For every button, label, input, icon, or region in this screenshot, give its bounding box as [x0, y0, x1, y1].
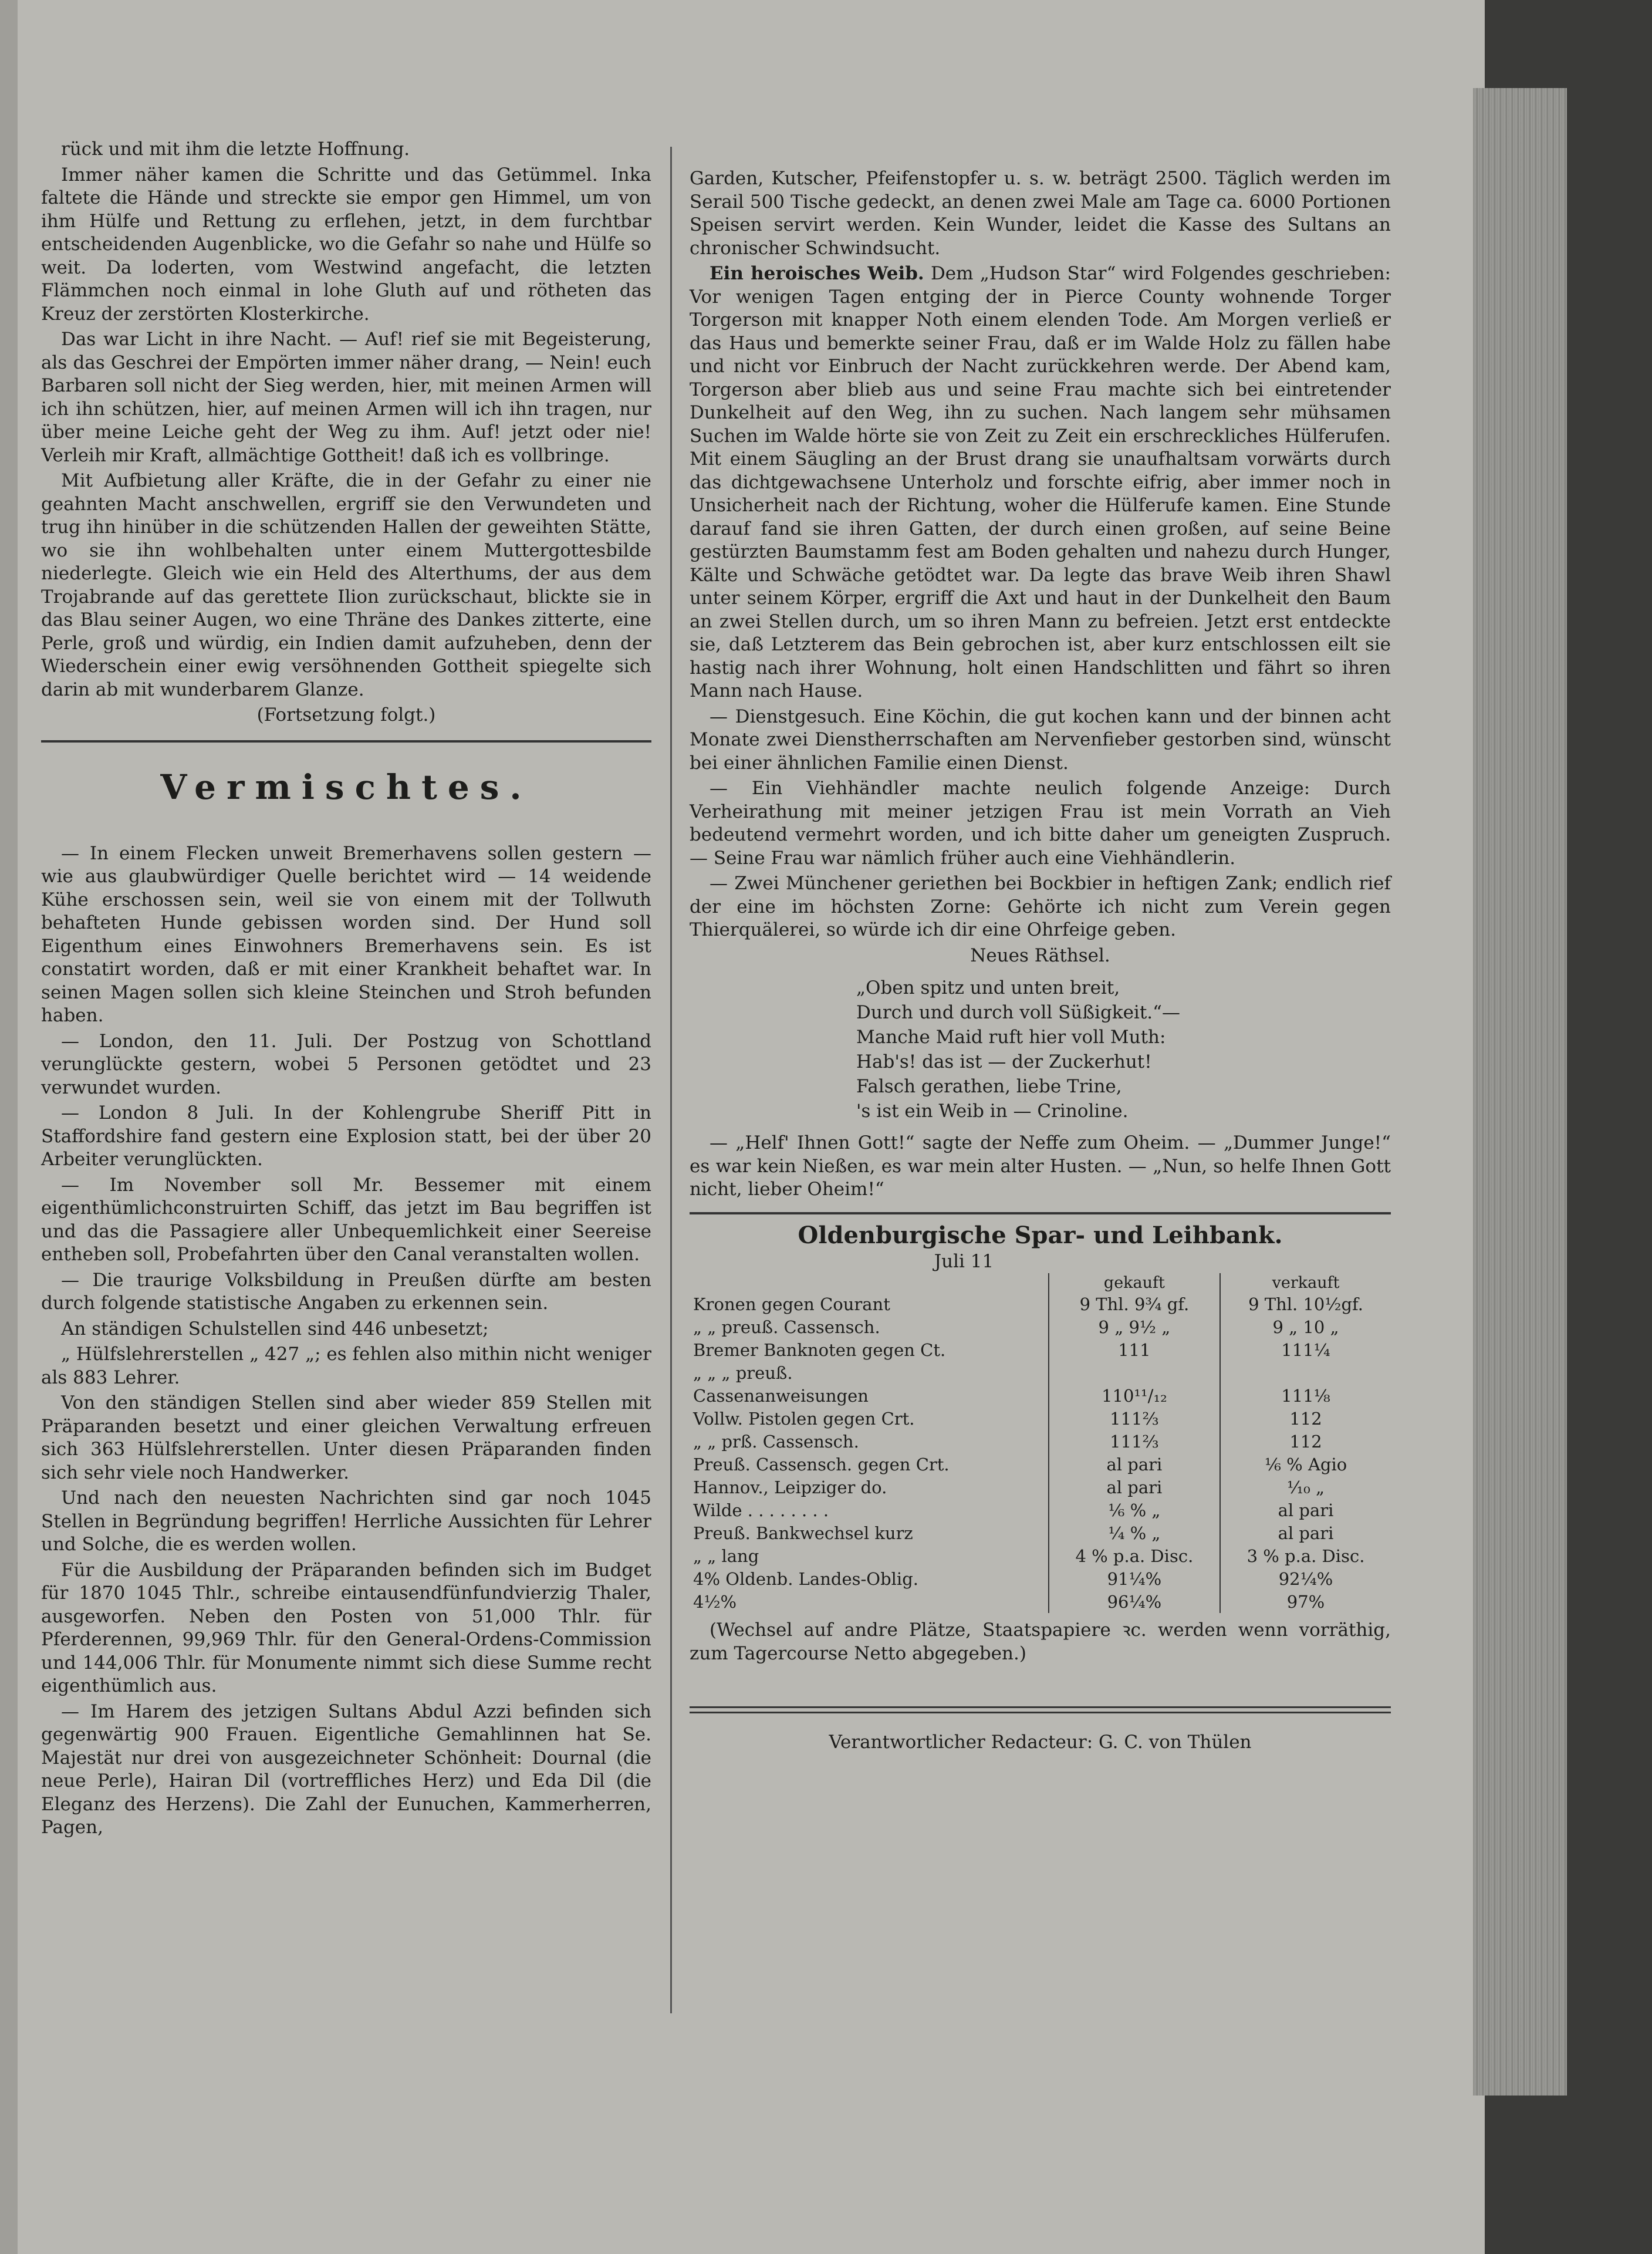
- harem-continuation: Garden, Kutscher, Pfeifenstopfer u. s. w. beträgt 2500. Täglich werden im Serail 500 Tische gedeckt, an denen zwei Male am Tage ca. 6000 Portionen Speisen servirt werden. Kein Wunder, leidet die Kasse des Sultans an chronischer Schwindsucht.: [690, 168, 1391, 259]
- rate-verkauft: 111¼: [1220, 1338, 1391, 1361]
- verse-line: 's ist ein Weib in — Crinoline.: [856, 1101, 1129, 1122]
- news-item: „ Hülfslehrerstellen „ 427 „; es fehlen also mithin nicht weniger als 883 Lehrer.: [41, 1344, 651, 1388]
- rate-verkauft: ⅙ % Agio: [1220, 1453, 1391, 1476]
- rate-verkauft: 111⅛: [1220, 1384, 1391, 1407]
- col-verkauft: verkauft: [1220, 1273, 1391, 1293]
- rate-label: Hannov., Leipziger do.: [693, 1477, 887, 1497]
- rate-gekauft: al pari: [1049, 1476, 1220, 1499]
- table-row: [690, 1407, 1391, 1430]
- news-item: — Im Harem des jetzigen Sultans Abdul Azzi befinden sich gegenwärtig 900 Frauen. Eigentliche Gemahlinnen hat Se. Majestät nur drei von ausgezeichneter Schönheit: Dournal (die neue Perle), Hairan Dil (vortreffliches Herz) und Eda Dil (die Eleganz des Herzens). Die Zahl der Eunuchen, Kammerherren, Pagen,: [41, 1700, 651, 1838]
- paragraph: Mit Aufbietung aller Kräfte, die in der Gefahr zu einer nie geahnten Macht anschwellen, ergriff sie den Verwundeten und trug ihn hinüber in die schützenden Hallen der geweihten Stätte, wo sie ihn wohlbehalten unter einem Muttergottesbilde niederlegte. Gleich wie ein Held des Alterthums, der aus dem Trojabrande auf das gerettete Ilion zurückschaut, blickte sie in das Blau seiner Augen, wo eine Thräne des Dankes zitterte, eine Perle, groß und würdig, ein Indien damit aufzuheben, denn der Wiederschein einer ewig versöhnenden Gottheit spiegelte sich darin ab mit wunderbarem Glanze.: [41, 470, 651, 700]
- rate-verkauft: 112: [1220, 1430, 1391, 1453]
- rate-label: „ „ preuß. Cassensch.: [693, 1317, 880, 1337]
- rate-gekauft: [1049, 1361, 1220, 1384]
- news-item: Für die Ausbildung der Präparanden befinden sich im Budget für 1870 1045 Thlr., schreibe eintausendfünfundvierzig Thaler, ausgeworfen. Neben den Posten von 51,000 Thlr. für Pferderennen, 99,969 Thlr. für den General-Ordens-Commission und 144,006 Thlr. für Monumente nimmt sich diese Summe recht eigenthümlich aus.: [41, 1559, 651, 1696]
- table-row: [690, 1521, 1391, 1544]
- rate-label: „ „ „ preuß.: [693, 1362, 793, 1383]
- rate-label: Preuß. Bankwechsel kurz: [693, 1523, 913, 1543]
- short-notices: [690, 706, 1391, 942]
- news-item: — Dienstgesuch. Eine Köchin, die gut kochen kann und der binnen acht Monate zwei Dienstherrschaften am Nervenfieber gestorben sind, wünscht bei einer ähnlichen Familie einen Dienst.: [690, 706, 1391, 774]
- rate-verkauft: al pari: [1220, 1521, 1391, 1544]
- book-page-edges: [1473, 88, 1567, 2096]
- rate-label: 4% Oldenb. Landes-Oblig.: [693, 1568, 918, 1589]
- rate-label: 4½%: [693, 1591, 737, 1612]
- table-row: [690, 1499, 1391, 1521]
- news-item: — In einem Flecken unweit Bremerhavens sollen gestern — wie aus glaubwürdiger Quelle berichtet wird — 14 weidende Kühe erschossen sein, weil sie von einem mit der Tollwuth behafteten Hunde gebissen worden sind. Der Hund soll Eigenthum eines Einwohners Bremerhavens sein. Es ist constatirt worden, daß er mit einer Krankheit behaftet war. In seinen Magen sollen sich kleine Steinchen und Stroh befunden haben.: [41, 842, 651, 1026]
- paragraph: Das war Licht in ihre Nacht. — Auf! rief sie mit Begeisterung, als das Geschrei der Empörten immer näher drang, — Nein! euch Barbaren soll nicht der Sieg werden, hier, mit meinen Armen will ich ihn schützen, hier, auf meinen Armen will ich ihn tragen, nur über meine Leiche geht der Weg zu ihm. Auf! jetzt oder nie! Verleih mir Kraft, allmächtige Gottheit! daß ich es vollbringe.: [41, 329, 651, 466]
- news-item: — London 8 Juli. In der Kohlengrube Sheriff Pitt in Staffordshire fand gestern eine Explosion statt, bei der über 20 Arbeiter verunglückten.: [41, 1102, 651, 1170]
- rate-verkauft: [1220, 1361, 1391, 1384]
- bank-date: Juli 11: [934, 1250, 994, 1272]
- verse-line: „Oben spitz und unten breit,: [856, 977, 1120, 998]
- table-row: [690, 1453, 1391, 1476]
- section-divider: [41, 740, 651, 743]
- news-item: — Ein Viehhändler machte neulich folgende Anzeige: Durch Verheirathung mit meiner jetzigen Frau ist mein Vorrath an Vieh bedeutend vermehrt worden, und ich bitte daher um geneigten Zuspruch. — Seine Frau war nämlich früher auch eine Viehhändlerin.: [690, 778, 1391, 869]
- news-item: — Im November soll Mr. Bessemer mit einem eigenthümlichconstruirten Schiff, das jetzt im Bau begriffen ist und das die Passagiere aller Unbequemlichkeit einer Seereise entheben soll, Probefahrten über den Canal veranstalten wollen.: [41, 1174, 651, 1265]
- rate-gekauft: 111⅔: [1049, 1407, 1220, 1430]
- news-item: An ständigen Schulstellen sind 446 unbesetzt;: [61, 1318, 489, 1339]
- news-item: — Zwei Münchener geriethen bei Bockbier in heftigen Zank; endlich rief der eine im höchsten Zorne: Gehörte ich nicht zum Verein gegen Thierquälerei, so würde ich dir eine Ohrfeige geben.: [690, 873, 1391, 940]
- rate-verkauft: 3 % p.a. Disc.: [1220, 1544, 1391, 1567]
- heroic-woman-heading: Ein heroisches Weib.: [710, 263, 924, 284]
- section-heading: Vermischtes.: [160, 767, 532, 807]
- bank-note: (Wechsel auf andre Plätze, Staatspapiere ꝛc. werden wenn vorräthig, zum Tagercourse Netto abgegeben.): [690, 1619, 1391, 1664]
- riddle-title: Neues Räthsel.: [970, 944, 1110, 966]
- rate-verkauft: ¹⁄₁₀ „: [1220, 1476, 1391, 1499]
- exchange-rate-table: [690, 1273, 1391, 1613]
- news-item: — London, den 11. Juli. Der Postzug von Schottland verunglückte gestern, wobei 5 Personen getödtet und 23 verwundet wurden.: [41, 1030, 651, 1098]
- right-column: [690, 167, 1391, 1757]
- rate-gekauft: al pari: [1049, 1453, 1220, 1476]
- riddle-verse: [836, 976, 1391, 1123]
- rate-label: „ „ lang: [693, 1546, 759, 1566]
- story-continuation: [41, 138, 651, 701]
- table-row: [690, 1544, 1391, 1567]
- rate-gekauft: ¼ % „: [1049, 1521, 1220, 1544]
- news-item: Von den ständigen Stellen sind aber wieder 859 Stellen mit Präparanden besetzt und einer gleichen Verwaltung erfreuen sich 363 Hülfslehrerstellen. Unter diesen Präparanden finden sich sehr viele noch Handwerker.: [41, 1392, 651, 1483]
- rate-gekauft: 111⅔: [1049, 1430, 1220, 1453]
- vermischtes-articles: [41, 842, 651, 1840]
- table-row: [690, 1590, 1391, 1613]
- table-row: [690, 1476, 1391, 1499]
- table-header: [690, 1273, 1391, 1293]
- rate-gekauft: ⅙ % „: [1049, 1499, 1220, 1521]
- table-row: [690, 1315, 1391, 1338]
- heroic-woman-text: Dem „Hudson Star“ wird Folgendes geschrieben: Vor wenigen Tagen entging der in Pierce County wohnende Torger Torgerson mit knapper Noth einem elenden Tode. Am Morgen verließ er das Haus und bemerkte seiner Frau, daß er im Walde Holz zu fällen habe und nicht vor Einbruch der Nacht zurückkehren werde. Der Abend kam, Torgerson aber blieb aus und seine Frau machte sich bei eintretender Dunkelheit auf den Weg, ihn zu suchen. Nach langem sehr mühsamen Suchen im Walde hörte sie von Zeit zu Zeit ein erschreckliches Hülferufen. Mit einem Säugling an der Brust drang sie unaufhaltsam vorwärts durch das dichtgewachsene Unterholz und forschte eifrig, aber immer noch in Unsicherheit nach der Richtung, woher die Hülferufe kamen. Eine Stunde darauf fand sie ihren Gatten, der durch einen großen, auf seine Beine gestürzten Baumstamm fest am Boden gehalten und nahezu durch Hunger, Kälte und Schwäche getödtet war. Da legte das brave Weib ihren Shawl unter seinem Körper, ergriff die Axt und haut in der Dunkelheit den Baum an zwei Stellen durch, um so ihren Mann zu befreien. Jetzt erst entdeckte sie, daß Letzterem das Bein gebrochen ist, aber kurz entschlossen eilt sie hastig nach ihrer Wohnung, holt einen Handschlitten und fährt so ihren Mann nach Hause.: [690, 263, 1391, 701]
- verse-line: Manche Maid ruft hier voll Muth:: [856, 1027, 1166, 1048]
- joke-paragraph: — „Helf' Ihnen Gott!“ sagte der Neffe zum Oheim. — „Dummer Junge!“ es war kein Nießen, es war mein alter Husten. — „Nun, so helfe Ihnen Gott nicht, lieber Oheim!“: [690, 1132, 1391, 1200]
- heroic-woman-article: [690, 262, 1391, 703]
- rate-label: Bremer Banknoten gegen Ct.: [693, 1339, 946, 1360]
- news-item: — Die traurige Volksbildung in Preußen dürfte am besten durch folgende statistische Angaben zu erkennen sein.: [41, 1269, 651, 1314]
- table-row: [690, 1430, 1391, 1453]
- left-column: [41, 138, 651, 1842]
- rate-gekauft: 9 Thl. 9¾ gf.: [1049, 1293, 1220, 1315]
- rate-gekauft: 9 „ 9½ „: [1049, 1315, 1220, 1338]
- rate-label: Wilde . . . . . . . .: [693, 1500, 829, 1520]
- col-gekauft: gekauft: [1049, 1273, 1220, 1293]
- rate-label: Kronen gegen Courant: [693, 1294, 890, 1314]
- paragraph: Immer näher kamen die Schritte und das Getümmel. Inka faltete die Hände und streckte sie empor gen Himmel, um von ihm Hülfe und Rettung zu erflehen, jetzt, in dem furchtbar entscheidenden Augenblicke, wo die Gefahr so nahe und Hülfe so weit. Da loderten, vom Westwind angefacht, die letzten Flämmchen noch einmal in lohe Gluth auf und rötheten das Kreuz der zerstörten Klosterkirche.: [41, 164, 651, 325]
- rate-label: „ „ prß. Cassensch.: [693, 1431, 859, 1452]
- table-row: [690, 1293, 1391, 1315]
- table-row: [690, 1384, 1391, 1407]
- rate-gekauft: 96¼%: [1049, 1590, 1220, 1613]
- rate-verkauft: 97%: [1220, 1590, 1391, 1613]
- rate-verkauft: 9 „ 10 „: [1220, 1315, 1391, 1338]
- paragraph: rück und mit ihm die letzte Hoffnung.: [61, 139, 410, 160]
- adjacent-page-edge: [0, 0, 18, 2254]
- rate-verkauft: 9 Thl. 10½gf.: [1220, 1293, 1391, 1315]
- rate-verkauft: al pari: [1220, 1499, 1391, 1521]
- footer-rule: [690, 1706, 1391, 1713]
- editor-line: Verantwortlicher Redacteur: G. C. von Thülen: [829, 1732, 1252, 1753]
- rate-verkauft: 92¼%: [1220, 1567, 1391, 1590]
- rate-label: Cassenanweisungen: [693, 1385, 869, 1406]
- bank-divider: [690, 1212, 1391, 1214]
- column-rule: [670, 147, 672, 2013]
- verse-line: Falsch gerathen, liebe Trine,: [856, 1076, 1122, 1097]
- rate-gekauft: 110¹¹/₁₂: [1049, 1384, 1220, 1407]
- rate-gekauft: 91¼%: [1049, 1567, 1220, 1590]
- verse-line: Durch und durch voll Süßigkeit.“—: [856, 1002, 1180, 1023]
- bank-title: Oldenburgische Spar- und Leihbank.: [798, 1221, 1283, 1249]
- rate-gekauft: 111: [1049, 1338, 1220, 1361]
- rate-verkauft: 112: [1220, 1407, 1391, 1430]
- table-row: [690, 1361, 1391, 1384]
- continued-note: (Fortsetzung folgt.): [256, 704, 436, 726]
- table-row: [690, 1338, 1391, 1361]
- rate-gekauft: 4 % p.a. Disc.: [1049, 1544, 1220, 1567]
- table-row: [690, 1567, 1391, 1590]
- news-item: Und nach den neuesten Nachrichten sind gar noch 1045 Stellen in Begründung begriffen! Herrliche Aussichten für Lehrer und Solche, die es werden wollen.: [41, 1487, 651, 1555]
- rate-label: Preuß. Cassensch. gegen Crt.: [693, 1454, 950, 1474]
- verse-line: Hab's! das ist — der Zuckerhut!: [856, 1051, 1152, 1072]
- rate-label: Vollw. Pistolen gegen Crt.: [693, 1408, 915, 1429]
